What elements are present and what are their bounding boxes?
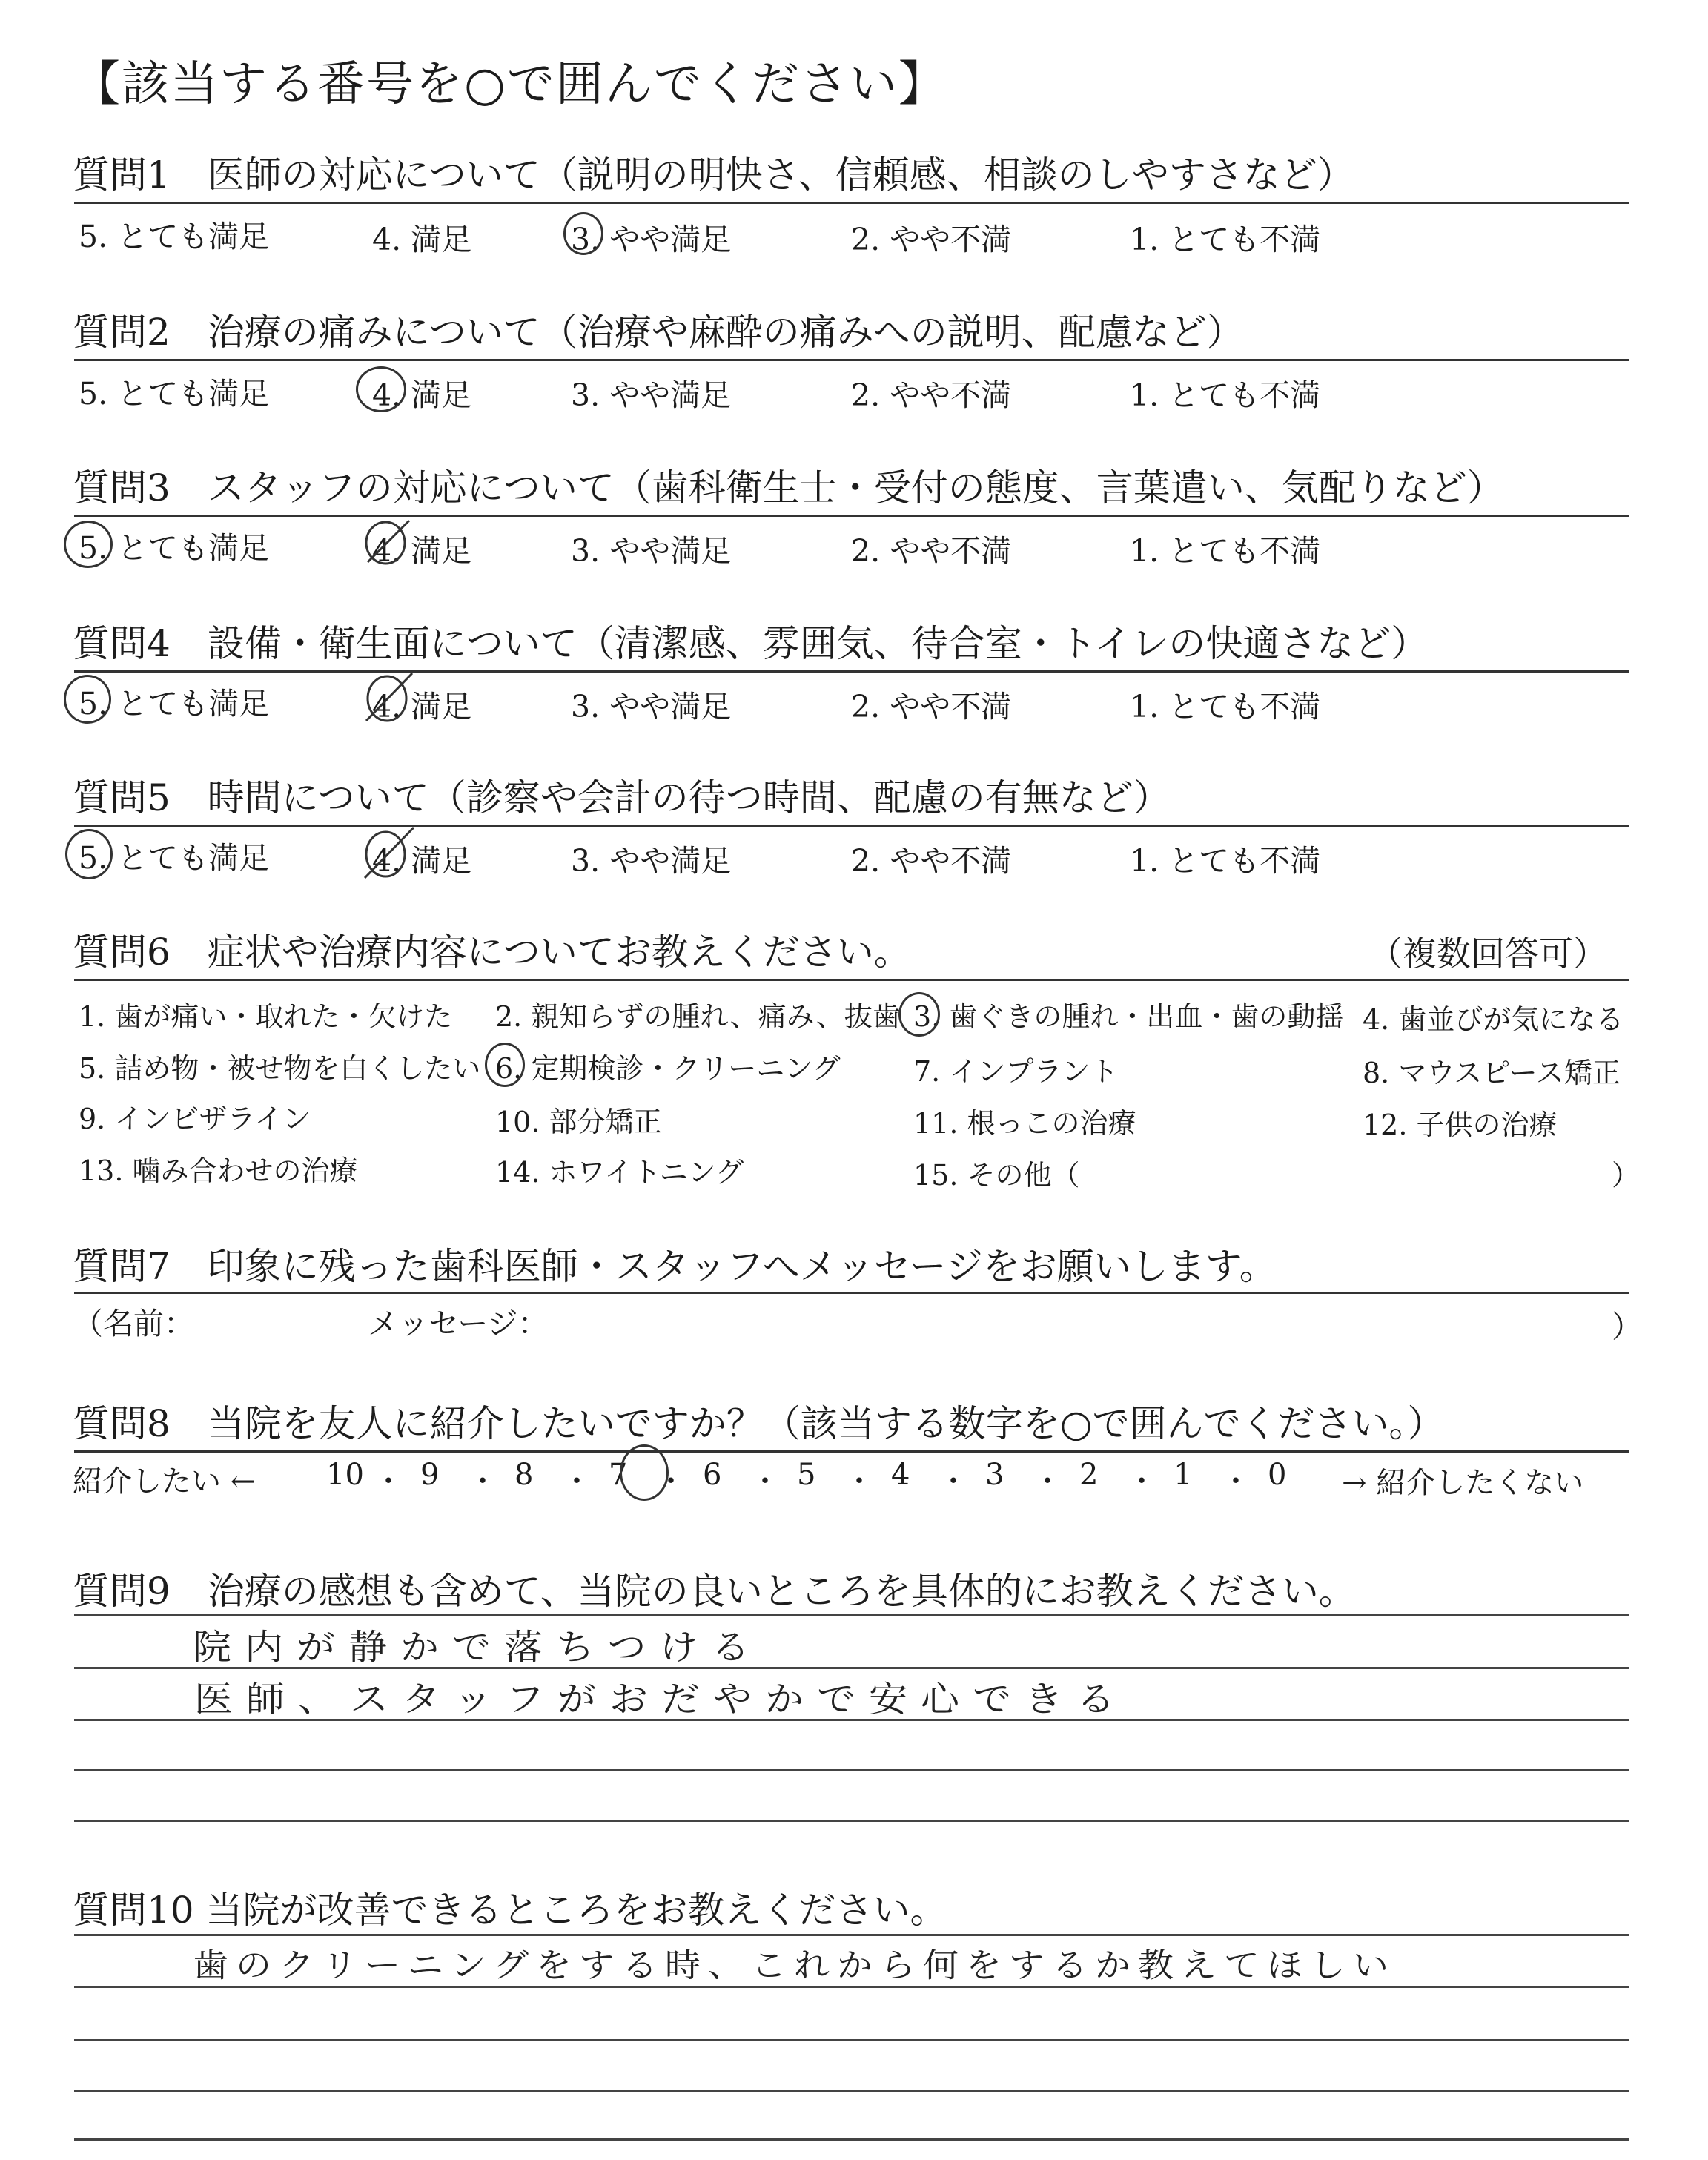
q10-write-line xyxy=(74,1986,1629,1988)
q7-title: 質問7 印象に残った歯科医師・スタッフへメッセージをお願いします。 xyxy=(73,1245,1277,1288)
q8-scale-separator: ・ xyxy=(1221,1464,1251,1499)
q9-write-line xyxy=(74,1769,1629,1771)
q7-message-label: メッセージ： xyxy=(368,1306,549,1341)
q3-option-3[interactable]: 3. やや満足 xyxy=(571,533,732,569)
q4-strike-mark xyxy=(363,669,417,725)
q7-rule xyxy=(74,1292,1629,1294)
q6-item-13[interactable]: 13. 噛み合わせの治療 xyxy=(79,1155,358,1187)
q6-item-4[interactable]: 4. 歯並びが気になる xyxy=(1363,1003,1624,1036)
q8-left-label: 紹介したい ← xyxy=(73,1464,256,1499)
q6-item-15[interactable]: 15. その他（ xyxy=(913,1159,1080,1192)
q8-scale-8[interactable]: 8 xyxy=(514,1458,534,1492)
q6-item-14[interactable]: 14. ホワイトニング xyxy=(495,1156,744,1189)
q4-answer-circle xyxy=(64,675,111,724)
q7-name-label: （名前： xyxy=(73,1306,194,1341)
q8-scale-separator: ・ xyxy=(1127,1464,1156,1499)
q8-scale-3[interactable]: 3 xyxy=(985,1458,1004,1492)
q5-option-3[interactable]: 3. やや満足 xyxy=(571,843,732,879)
q8-scale-separator: ・ xyxy=(1033,1464,1062,1499)
q5-answer-circle xyxy=(65,829,113,879)
q6-item-15-close: ） xyxy=(1612,1159,1641,1192)
q4-title: 質問4 設備・衛生面について（清潔感、雰囲気、待合室・トイレの快適さなど） xyxy=(73,622,1429,665)
q8-scale-separator: ・ xyxy=(562,1464,592,1499)
q8-scale-separator: ・ xyxy=(468,1464,497,1499)
q10-answer-line-1: 歯のクリーニングをする時、これから何をするか教えてほしい xyxy=(193,1946,1397,1985)
q6-item-3[interactable]: 3. 歯ぐきの腫れ・出血・歯の動揺 xyxy=(913,1000,1344,1033)
q2-title: 質問2 治療の痛みについて（治療や麻酔の痛みへの説明、配慮など） xyxy=(73,311,1244,354)
q4-option-3[interactable]: 3. やや満足 xyxy=(571,689,732,724)
q10-title: 質問10 当院が改善できるところをお教えください。 xyxy=(73,1889,947,1932)
q8-scale-4[interactable]: 4 xyxy=(891,1458,910,1492)
q6-item-5[interactable]: 5. 詰め物・被せ物を白くしたい xyxy=(79,1052,481,1085)
q4-option-1[interactable]: 1. とても不満 xyxy=(1130,689,1321,724)
q8-right-label: → 紹介したくない xyxy=(1342,1466,1584,1500)
q2-option-1[interactable]: 1. とても不満 xyxy=(1130,377,1321,413)
q8-scale-7[interactable]: 7 xyxy=(609,1458,628,1492)
q8-scale-separator: ・ xyxy=(656,1464,686,1499)
q2-option-2[interactable]: 2. やや不満 xyxy=(851,377,1012,413)
q5-title: 質問5 時間について（診察や会計の待つ時間、配慮の有無など） xyxy=(73,776,1171,819)
q1-title: 質問1 医師の対応について（説明の明快さ、信頼感、相談のしやすさなど） xyxy=(73,153,1354,196)
q8-scale-separator: ・ xyxy=(374,1464,403,1499)
q2-answer-circle xyxy=(356,366,406,412)
q10-write-line xyxy=(74,1934,1629,1936)
q5-option-2[interactable]: 2. やや不満 xyxy=(851,843,1012,879)
q6-item-11[interactable]: 11. 根っこの治療 xyxy=(913,1107,1136,1140)
q9-answer-line-1: 院内が静かで落ちつける xyxy=(193,1627,764,1669)
q4-option-5[interactable]: 5. とても満足 xyxy=(79,686,270,721)
q8-scale-separator: ・ xyxy=(844,1464,874,1499)
q5-option-1[interactable]: 1. とても不満 xyxy=(1130,843,1321,879)
q1-option-1[interactable]: 1. とても不満 xyxy=(1130,222,1321,257)
q1-option-3[interactable]: 3. やや満足 xyxy=(571,222,732,257)
q6-item-1[interactable]: 1. 歯が痛い・取れた・欠けた xyxy=(79,1000,453,1033)
q1-rule xyxy=(74,202,1629,204)
q8-answer-circle xyxy=(620,1444,669,1501)
q8-scale-separator: ・ xyxy=(750,1464,780,1499)
q3-option-5[interactable]: 5. とても満足 xyxy=(79,530,270,566)
q8-scale-1[interactable]: 1 xyxy=(1174,1458,1193,1492)
q9-title: 質問9 治療の感想も含めて、当院の良いところを具体的にお教えください。 xyxy=(73,1570,1356,1613)
q8-scale-9[interactable]: 9 xyxy=(420,1458,440,1492)
q6-multi-answer-note: （複数回答可） xyxy=(1368,934,1607,974)
q5-option-4[interactable]: 4. 満足 xyxy=(372,843,472,879)
q9-write-line xyxy=(74,1614,1629,1616)
q3-option-2[interactable]: 2. やや不満 xyxy=(851,533,1012,569)
q2-rule xyxy=(74,359,1629,361)
q10-write-line xyxy=(74,2138,1629,2141)
q8-scale-6[interactable]: 6 xyxy=(703,1458,722,1492)
q1-answer-circle xyxy=(563,212,603,255)
q5-strike-mark xyxy=(362,823,418,882)
q1-option-4[interactable]: 4. 満足 xyxy=(372,222,472,257)
q6-item-12[interactable]: 12. 子供の治療 xyxy=(1363,1109,1558,1141)
q8-scale-10[interactable]: 10 xyxy=(326,1458,364,1492)
q6-item-8[interactable]: 8. マウスピース矯正 xyxy=(1363,1057,1621,1089)
q8-title: 質問8 当院を友人に紹介したいですか？（該当する数字を○で囲んでください。） xyxy=(73,1402,1445,1445)
q6-item-9[interactable]: 9. インビザライン xyxy=(79,1103,311,1135)
q6-title: 質問6 症状や治療内容についてお教えください。 xyxy=(73,931,911,974)
q3-strike-mark xyxy=(363,516,415,568)
q4-rule xyxy=(74,670,1629,673)
q8-scale-0[interactable]: 0 xyxy=(1268,1458,1287,1492)
q10-write-line xyxy=(74,2090,1629,2092)
q10-write-line xyxy=(74,2039,1629,2041)
q3-option-4[interactable]: 4. 満足 xyxy=(372,533,472,569)
q8-scale-5[interactable]: 5 xyxy=(797,1458,816,1492)
q6-answer-circle-6 xyxy=(485,1043,525,1087)
q1-option-5[interactable]: 5. とても満足 xyxy=(79,219,270,254)
q8-scale-2[interactable]: 2 xyxy=(1079,1458,1099,1492)
q8-rule xyxy=(74,1450,1629,1453)
q6-rule xyxy=(74,979,1629,981)
q3-rule xyxy=(74,515,1629,517)
q2-option-4[interactable]: 4. 満足 xyxy=(372,377,472,413)
q4-option-2[interactable]: 2. やや不満 xyxy=(851,689,1012,724)
q4-option-4[interactable]: 4. 満足 xyxy=(372,689,472,724)
q3-option-1[interactable]: 1. とても不満 xyxy=(1130,533,1321,569)
q3-answer-circle xyxy=(64,521,113,568)
q8-scale-separator: ・ xyxy=(939,1464,968,1499)
page-header: 【該当する番号を○で囲んでください】 xyxy=(73,57,947,112)
q2-option-5[interactable]: 5. とても満足 xyxy=(79,376,270,412)
q9-answer-line-2: 医師、スタッフがおだやかで安心できる xyxy=(194,1679,1129,1721)
q2-option-3[interactable]: 3. やや満足 xyxy=(571,377,732,413)
q3-title: 質問3 スタッフの対応について（歯科衛生士・受付の態度、言葉遣い、気配りなど） xyxy=(73,466,1504,509)
q6-item-2[interactable]: 2. 親知らずの腫れ、痛み、抜歯 xyxy=(495,1000,901,1033)
q1-option-2[interactable]: 2. やや不満 xyxy=(851,222,1012,257)
q6-item-7[interactable]: 7. インプラント xyxy=(913,1055,1119,1088)
q7-close-paren: ） xyxy=(1612,1309,1642,1344)
q5-rule xyxy=(74,825,1629,827)
q9-write-line xyxy=(74,1820,1629,1822)
q6-item-10[interactable]: 10. 部分矯正 xyxy=(495,1106,662,1138)
q5-option-5[interactable]: 5. とても満足 xyxy=(79,840,270,876)
q6-answer-circle-3 xyxy=(898,992,940,1037)
q6-item-6[interactable]: 6. 定期検診・クリーニング xyxy=(495,1052,841,1085)
